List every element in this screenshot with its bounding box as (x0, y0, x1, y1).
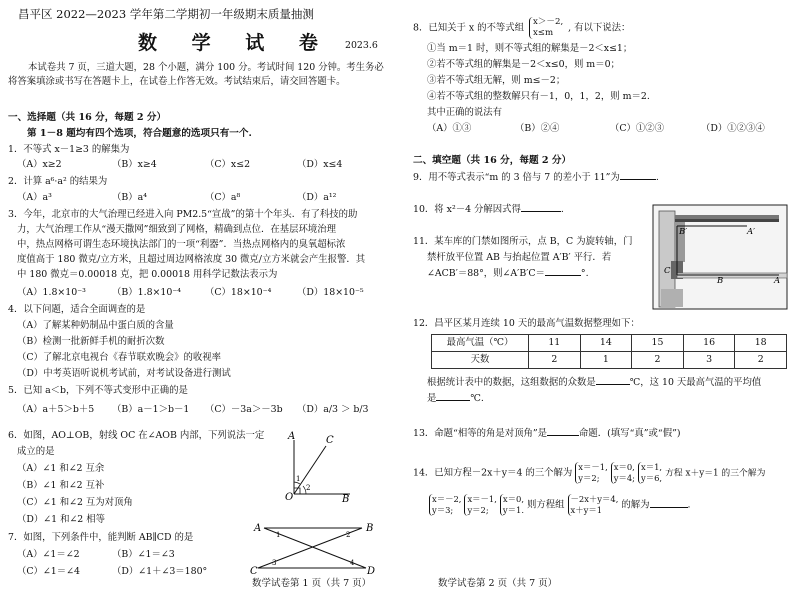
q12-after2-end: ℃. (470, 393, 484, 404)
q6-angle-2: 2 (306, 484, 311, 492)
q12-temperature-table (431, 334, 787, 369)
q7-option-d: （D）∠1＋∠3＝180° (112, 566, 208, 577)
q7-angle-1: 1 (276, 531, 281, 539)
q11-gate-figure (651, 203, 789, 311)
q12-mean-blank[interactable] (436, 400, 470, 401)
q7-label-c: C (250, 566, 258, 576)
section-1-note: 第 1－8 题均有四个选项，符合题意的选项只有一个. (27, 128, 252, 139)
q12-days-3: 2 (632, 352, 684, 369)
q2-option-b: （B）a⁴ (112, 192, 147, 203)
q8-option-c: （C）①②③ (610, 123, 665, 134)
q14-sol-b1-x: x＝－2, (432, 494, 462, 504)
q3-line-1: 3．今年，北京市的大气治理已经进入向 PM2.5“宣战”的第十个年头．有了科技的助 (8, 209, 358, 220)
q1-option-d: （D）x≤4 (297, 159, 343, 170)
q14-system (568, 494, 619, 516)
q14-sol-b3-y: y＝1. (502, 505, 525, 515)
page-1-footer: 数学试卷第 1 页（共 7 页） (252, 578, 372, 589)
q6-angle-figure (276, 430, 356, 502)
q5-option-a: （A）a＋5＞b＋5 (17, 404, 95, 415)
q8-item-2: ②若不等式组的解集是－2＜x≤0，则 m＝0； (427, 59, 620, 70)
q14-line-1 (413, 462, 765, 484)
q12-days-4: 3 (683, 352, 735, 369)
notice-line-2: 将答案填涂或书写在答题卡上，在试卷上作答无效。考试结束后，请交回答题卡。 (8, 76, 346, 87)
q14-line-2 (429, 494, 691, 516)
right-page (405, 0, 794, 595)
q9 (413, 172, 659, 184)
q14-sol-a2-y: y＝4; (613, 473, 636, 483)
q10-stem: 10．将 x²－4 分解因式得 (413, 204, 521, 215)
q8-system (529, 17, 563, 39)
q3-option-b: （B）1.8×10⁻⁴ (112, 287, 182, 298)
q6-label-a: A (288, 431, 296, 442)
q2-option-a: （A）a³ (17, 192, 52, 203)
q13-stem: 13．命题“相等的角是对顶角”是 (413, 428, 548, 439)
q14-sol-b1-y: y＝3; (432, 505, 454, 515)
q8-option-b: （B）②④ (515, 123, 560, 134)
q8-system-line-1: x＞－2, (532, 17, 564, 27)
q14-system-line-2: x＋y＝1 (570, 505, 603, 515)
q2-option-c: （C）a⁸ (205, 192, 241, 203)
q9-stem: 9．用不等式表示“m 的 3 倍与 7 的差小于 11”为 (413, 172, 620, 183)
q11-answer-blank[interactable] (545, 275, 581, 276)
q6-label-o: O (285, 492, 294, 502)
q13-answer-blank[interactable] (547, 435, 579, 436)
q6-line-2: 成立的是 (17, 446, 55, 457)
q3-option-d: （D）18×10⁻⁵ (297, 287, 364, 298)
q7-option-c: （C）∠1＝∠4 (17, 566, 80, 577)
q14-solution-a3 (638, 462, 662, 484)
section-2-title: 二、填空题（共 16 分，每题 2 分） (413, 155, 572, 166)
q3-line-4: 度值高于 180 微克/立方米，且超过周边网格浓度 30 微克/立方米就会产生报警．其 (17, 254, 366, 265)
q12-after2-text: 是 (427, 393, 437, 404)
table-row (432, 352, 787, 369)
q14-solution-a2 (611, 462, 635, 484)
q11-line-3-text: ∠ACB′＝88°，则∠A′B′C＝ (427, 268, 545, 279)
q12-temp-4: 16 (683, 335, 735, 352)
q3-option-c: （C）18×10⁻⁴ (205, 287, 272, 298)
q14-sol-b2-y: y＝2; (467, 505, 489, 515)
q3-line-2: 力，大气治理工作从“漫天撒网”细致到了网格，精确到点位．在基层环境治理 (17, 224, 336, 235)
table-row (432, 335, 787, 352)
q6-option-c: （C）∠1 和∠2 互为对顶角 (17, 497, 133, 508)
q1-option-b: （B）x≥4 (112, 159, 157, 170)
q12-row1-head: 最高气温（℃） (432, 335, 529, 352)
q11-end: °. (580, 268, 589, 279)
q6-line-1: 6．如图，AO⊥OB，射线 OC 在∠AOB 内部，下列说法一定 (8, 430, 265, 441)
q7-option-b: （B）∠1＝∠3 (112, 549, 175, 560)
q12-after-line-1 (427, 377, 761, 389)
q11-line-2: 禁杆放平位置 AB 与抬起位置 A′B′ 平行．若 (427, 252, 612, 263)
q1-stem: 1．不等式 x－1≥3 的解集为 (8, 144, 130, 155)
q6-option-a: （A）∠1 和∠2 互余 (17, 463, 105, 474)
q4-option-b: （B）检测一批新鲜手机的耐折次数 (17, 336, 165, 347)
q14-sol-a3-x: x＝1, (641, 462, 663, 472)
q14-sol-a2-x: x＝0, (613, 462, 635, 472)
q8-option-d: （D）①②③④ (701, 123, 765, 134)
q1-option-a: （A）x≥2 (17, 159, 62, 170)
q7-angle-4: 4 (350, 559, 355, 567)
q5-stem: 5．已知 a＜b，下列不等式变形中正确的是 (8, 385, 188, 396)
q8-summary: 其中正确的说法有 (427, 107, 503, 118)
q11-line-3 (427, 268, 589, 280)
q12-days-2: 1 (580, 352, 632, 369)
q4-option-d: （D）中考英语听说机考试前，对考试设备进行测试 (17, 368, 231, 379)
q8-option-a: （A）①③ (427, 123, 472, 134)
q6-angle-1: 1 (296, 475, 301, 483)
q8-stem-end: , 有以下说法： (568, 22, 631, 34)
q6-option-d: （D）∠1 和∠2 相等 (17, 514, 105, 525)
q4-stem: 4．以下问题，适合全面调查的是 (8, 304, 146, 315)
q11-line-1: 11．某车库的门禁如图所示，点 B，C 为旋转轴，门 (413, 236, 633, 247)
q1-option-c: （C）x≤2 (205, 159, 251, 170)
q8-item-4: ④若不等式组的整数解只有－1，0，1，2，则 m＝2. (427, 91, 650, 102)
q12-days-1: 2 (529, 352, 581, 369)
q6-option-b: （B）∠1 和∠2 互补 (17, 480, 105, 491)
q12-temp-5: 18 (735, 335, 787, 352)
q3-option-a: （A）1.8×10⁻³ (17, 287, 86, 298)
notice-line-1: 本试卷共 7 页，三道大题，28 个小题，满分 100 分。考试时间 120 分钟。考生务必 (28, 62, 384, 73)
q14-end: . (687, 499, 691, 511)
q6-label-b: B (342, 494, 350, 502)
q14-mid: 方程 x＋y＝1 的三个解为 (665, 468, 766, 479)
q10-answer-blank[interactable] (521, 211, 561, 212)
q7-label-b: B (366, 523, 374, 534)
q14-sol-a3-y: y＝6, (641, 473, 663, 483)
q12-mode-blank[interactable] (596, 384, 630, 385)
q12-after1-mid: ℃，这 10 天最高气温的平均值 (629, 377, 762, 388)
q8-item-3: ③若不等式组无解，则 m≤－2； (427, 75, 566, 86)
q9-end: . (655, 172, 659, 183)
exam-header: 昌平区 2022—2023 学年第二学期初一年级期末质量抽测 (18, 7, 314, 21)
q3-line-5: 中 180 微克＝0.00018 克，把 0.00018 用科学记数法表示为 (17, 269, 278, 280)
q7-parallel-figure (250, 518, 375, 576)
q4-option-a: （A）了解某种奶制品中蛋白质的含量 (17, 320, 174, 331)
q11-label-a-prime: A′ (747, 227, 756, 237)
q12-after-line-2 (427, 393, 484, 405)
q14-sol-a1-x: x＝－1, (578, 462, 608, 472)
q14-sys-label: 则方程组 (527, 499, 565, 511)
q14-solution-b1 (429, 494, 461, 516)
q14-answer-blank[interactable] (650, 507, 688, 508)
q4-option-c: （C）了解北京电视台《春节联欢晚会》的收视率 (17, 352, 222, 363)
q12-row2-head: 天数 (432, 352, 529, 369)
q14-solution-b3 (500, 494, 524, 516)
q14-stem: 14．已知方程－2x＋y＝4 的三个解为 (413, 467, 573, 479)
q12-temp-1: 11 (529, 335, 581, 352)
q14-solution-a1 (575, 462, 607, 484)
q11-label-c: C (664, 266, 671, 276)
q14-sys-end: 的解为 (621, 499, 650, 511)
q8-system-line-2: x≤m (532, 28, 554, 38)
q8-stem (413, 17, 630, 39)
q14-sol-b3-x: x＝0, (502, 494, 524, 504)
q7-label-a: A (254, 523, 262, 534)
q12-stem: 12．昌平区某月连续 10 天的最高气温数据整理如下： (413, 318, 640, 329)
q3-line-3: 中，热点网格可谓生态环境执法部门的一项“利器”．当热点网格内的臭氧超标浓 (17, 239, 346, 250)
q8-stem-text: 8．已知关于 x 的不等式组 (413, 22, 524, 34)
q7-label-d: D (367, 566, 375, 576)
q10 (413, 204, 564, 216)
q7-stem: 7．如图，下列条件中，能判断 AB∥CD 的是 (8, 532, 194, 543)
page-2-footer: 数学试卷第 2 页（共 7 页） (438, 578, 558, 589)
q9-answer-blank[interactable] (620, 179, 656, 180)
q11-label-b: B (717, 276, 724, 286)
q5-option-d: （D）a/3 ＞ b/3 (297, 404, 369, 415)
q11-label-a: A (774, 276, 781, 286)
exam-title: 数 学 试 卷 (138, 32, 332, 54)
q5-option-c: （C）－3a＞－3b (205, 404, 283, 415)
q6-label-c: C (326, 435, 334, 446)
q12-after1-text: 根据统计表中的数据，这组数据的众数是 (427, 377, 596, 388)
q14-system-line-1: －2x＋y＝4, (570, 494, 619, 504)
q12-temp-3: 15 (632, 335, 684, 352)
q7-angle-2: 2 (346, 531, 351, 539)
q11-label-b-prime: B′ (679, 227, 688, 237)
q14-sol-a1-y: y＝2; (578, 473, 600, 483)
q12-temp-2: 14 (580, 335, 632, 352)
q7-angle-3: 3 (272, 559, 277, 567)
q5-option-b: （B）a－1＞b－1 (112, 404, 190, 415)
q14-solution-b2 (464, 494, 496, 516)
q2-stem: 2．计算 a⁶·a² 的结果为 (8, 176, 108, 187)
q10-end: . (560, 204, 564, 215)
exam-date: 2023.6 (345, 40, 378, 51)
q7-option-a: （A）∠1＝∠2 (17, 549, 80, 560)
section-1-title: 一、选择题（共 16 分，每题 2 分） (8, 112, 167, 123)
q13-end: 命题．(填写“真”或“假”) (579, 428, 681, 439)
q12-days-5: 2 (735, 352, 787, 369)
q14-sol-b2-x: x＝－1, (467, 494, 497, 504)
q8-item-1: ①当 m＝1 时，则不等式组的解集是－2＜x≤1； (427, 43, 633, 54)
q13 (413, 428, 681, 440)
q2-option-d: （D）a¹² (297, 192, 337, 203)
